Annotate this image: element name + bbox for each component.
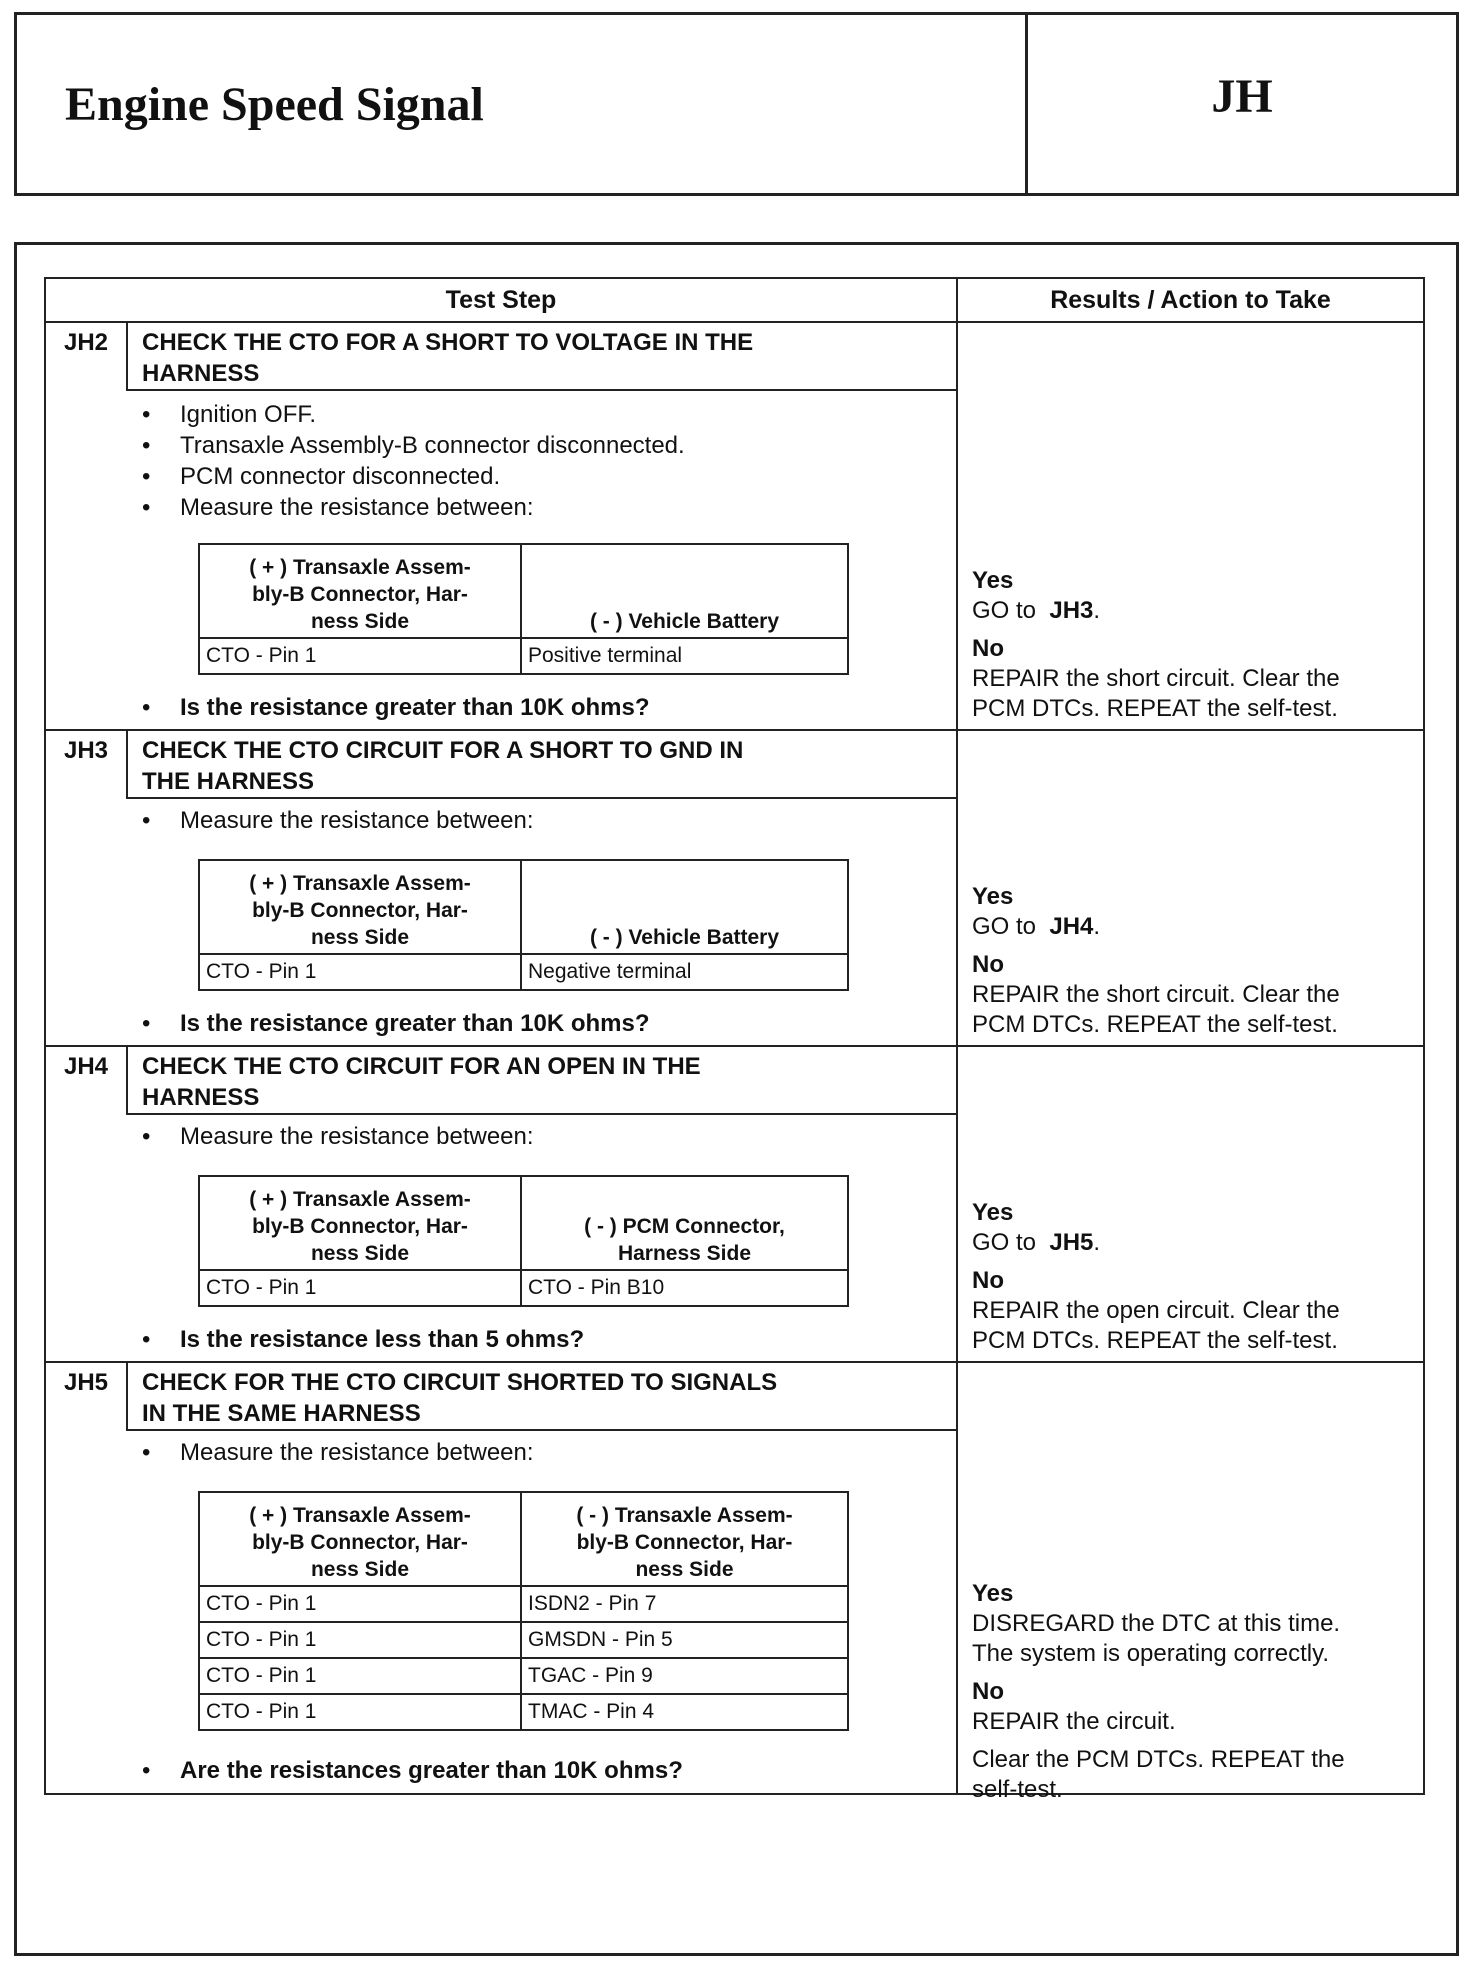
yes-label: Yes bbox=[972, 883, 1014, 910]
step-title: CHECK THE CTO FOR A SHORT TO VOLTAGE IN THE HARNESS bbox=[128, 323, 956, 391]
plus-pin-cell: CTO - Pin 1 bbox=[199, 1622, 521, 1658]
test-step-jh5 bbox=[46, 1363, 1423, 1803]
yes-action: GO to JH3. bbox=[972, 597, 1101, 624]
plus-pin-cell: CTO - Pin 1 bbox=[199, 1270, 521, 1306]
header-title-cell bbox=[17, 15, 1028, 193]
table-header-row bbox=[46, 279, 1423, 323]
no-action: REPAIR the open circuit. Clear the PCM DTCs. REPEAT the self-test. bbox=[972, 1297, 1340, 1354]
plus-lead-header: ( + ) Transaxle Assem- bly-B Connector, Har- ness Side bbox=[199, 860, 521, 954]
yes-label: Yes bbox=[972, 1580, 1014, 1607]
minus-pin-cell: TGAC - Pin 9 bbox=[521, 1658, 848, 1694]
section-code: JH bbox=[1211, 69, 1273, 123]
minus-pin-cell: Positive terminal bbox=[521, 638, 848, 674]
plus-lead-header: ( + ) Transaxle Assem- bly-B Connector, Har- ness Side bbox=[199, 1176, 521, 1270]
plus-lead-header: ( + ) Transaxle Assem- bly-B Connector, Har- ness Side bbox=[199, 544, 521, 638]
yes-action: DISREGARD the DTC at this time. The system is operating correctly. bbox=[972, 1610, 1341, 1667]
instruction-item: • Measure the resistance between: bbox=[142, 805, 534, 836]
step-question: • Is the resistance greater than 10K ohms? bbox=[142, 1009, 650, 1039]
minus-lead-header: ( - ) Vehicle Battery bbox=[521, 544, 848, 638]
results-header: Results / Action to Take bbox=[1050, 285, 1331, 314]
step-question: • Is the resistance greater than 10K ohms? bbox=[142, 693, 650, 723]
no-label: No bbox=[972, 951, 1004, 978]
plus-pin-cell: CTO - Pin 1 bbox=[199, 1658, 521, 1694]
measurement-table bbox=[198, 543, 849, 675]
step-id: JH2 bbox=[46, 323, 128, 391]
measurement-table bbox=[198, 859, 849, 991]
measurement-table bbox=[198, 1175, 849, 1307]
test-step-jh2 bbox=[46, 323, 1423, 731]
instruction-item: • PCM connector disconnected. bbox=[142, 461, 685, 492]
minus-lead-header: ( - ) Vehicle Battery bbox=[521, 860, 848, 954]
instruction-list bbox=[142, 805, 534, 836]
step-title: CHECK THE CTO CIRCUIT FOR AN OPEN IN THE HARNESS bbox=[128, 1047, 956, 1115]
minus-pin-cell: Negative terminal bbox=[521, 954, 848, 990]
step-question: • Is the resistance less than 5 ohms? bbox=[142, 1325, 584, 1355]
no-label: No bbox=[972, 635, 1004, 662]
no-label: No bbox=[972, 1678, 1004, 1705]
test-step-jh3 bbox=[46, 731, 1423, 1047]
step-title: CHECK THE CTO CIRCUIT FOR A SHORT TO GND IN THE HARNESS bbox=[128, 731, 956, 799]
page-header bbox=[14, 12, 1459, 196]
step-id: JH5 bbox=[46, 1363, 128, 1431]
step-results bbox=[972, 566, 1422, 724]
no-action: REPAIR the short circuit. Clear the PCM DTCs. REPEAT the self-test. bbox=[972, 981, 1340, 1038]
minus-lead-header: ( - ) Transaxle Assem- bly-B Connector, Har- ness Side bbox=[521, 1492, 848, 1586]
instruction-list bbox=[142, 399, 685, 523]
minus-pin-cell: TMAC - Pin 4 bbox=[521, 1694, 848, 1730]
step-question: • Are the resistances greater than 10K ohms? bbox=[142, 1756, 683, 1786]
instruction-item: • Measure the resistance between: bbox=[142, 1121, 534, 1152]
minus-lead-header: ( - ) PCM Connector, Harness Side bbox=[521, 1176, 848, 1270]
plus-pin-cell: CTO - Pin 1 bbox=[199, 954, 521, 990]
step-id: JH3 bbox=[46, 731, 128, 799]
diagnostic-table bbox=[44, 277, 1425, 1803]
instruction-item: • Measure the resistance between: bbox=[142, 492, 685, 523]
plus-lead-header: ( + ) Transaxle Assem- bly-B Connector, Har- ness Side bbox=[199, 1492, 521, 1586]
step-results bbox=[972, 1198, 1422, 1356]
test-step-header: Test Step bbox=[445, 285, 557, 314]
minus-pin-cell: CTO - Pin B10 bbox=[521, 1270, 848, 1306]
page-title: Engine Speed Signal bbox=[65, 77, 484, 131]
instruction-list bbox=[142, 1121, 534, 1152]
yes-label: Yes bbox=[972, 1199, 1014, 1226]
minus-pin-cell: ISDN2 - Pin 7 bbox=[521, 1586, 848, 1622]
yes-action: GO to JH4. bbox=[972, 913, 1101, 940]
step-title: CHECK FOR THE CTO CIRCUIT SHORTED TO SIGNALS IN THE SAME HARNESS bbox=[128, 1363, 956, 1431]
instruction-item: • Ignition OFF. bbox=[142, 399, 685, 430]
header-code-cell bbox=[1028, 15, 1456, 193]
no-label: No bbox=[972, 1267, 1004, 1294]
instruction-item: • Measure the resistance between: bbox=[142, 1437, 534, 1468]
yes-label: Yes bbox=[972, 567, 1014, 594]
step-id: JH4 bbox=[46, 1047, 128, 1115]
minus-pin-cell: GMSDN - Pin 5 bbox=[521, 1622, 848, 1658]
measurement-table bbox=[198, 1491, 849, 1731]
yes-action: GO to JH5. bbox=[972, 1229, 1101, 1256]
plus-pin-cell: CTO - Pin 1 bbox=[199, 1586, 521, 1622]
instruction-item: • Transaxle Assembly-B connector disconnected. bbox=[142, 430, 685, 461]
step-results bbox=[972, 1579, 1422, 1805]
no-action: REPAIR the short circuit. Clear the PCM DTCs. REPEAT the self-test. bbox=[972, 665, 1340, 722]
no-action: REPAIR the circuit. Clear the PCM DTCs. REPEAT the self-test. bbox=[972, 1708, 1345, 1803]
plus-pin-cell: CTO - Pin 1 bbox=[199, 638, 521, 674]
instruction-list bbox=[142, 1437, 534, 1468]
test-step-jh4 bbox=[46, 1047, 1423, 1363]
plus-pin-cell: CTO - Pin 1 bbox=[199, 1694, 521, 1730]
step-results bbox=[972, 882, 1422, 1040]
